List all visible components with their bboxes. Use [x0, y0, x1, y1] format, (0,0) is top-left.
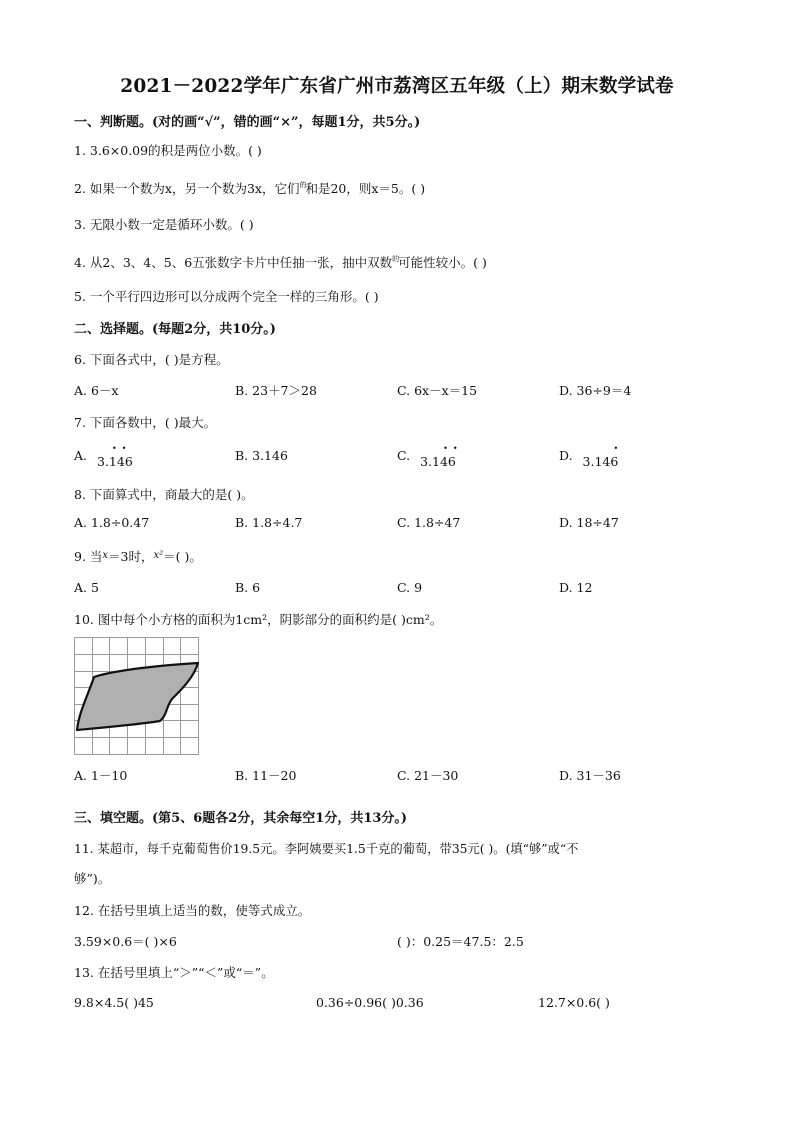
q7-option-c-number: [420, 444, 458, 469]
area-grid-figure: [74, 637, 199, 755]
q10-option-b: B. 11－20: [235, 768, 297, 783]
question-11-continued: 够”)。: [74, 871, 111, 886]
q8-option-b: B. 1.8÷4.7: [235, 515, 303, 530]
question-13-comparison-b: 0.36÷0.96( )0.36: [316, 995, 424, 1010]
variable-x: x: [102, 550, 109, 561]
q7-option-d-value: 3.146: [582, 454, 619, 469]
question-9-text-a: 9. 当: [74, 549, 103, 564]
repeating-dots: •: [613, 444, 619, 453]
q7-option-a: [74, 444, 133, 469]
question-2-text-b: 和是20，则x＝5。( ): [305, 181, 426, 196]
q7-option-a-label: A.: [74, 448, 88, 463]
q7-option-b: B. 3.146: [235, 448, 288, 463]
q10-option-a: A. 1－10: [74, 768, 128, 783]
q6-option-c: C. 6x－x＝15: [397, 383, 478, 398]
variable-x-squared: x²: [153, 550, 164, 561]
q8-option-a: A. 1.8÷0.47: [74, 515, 150, 530]
repeating-dots: • •: [112, 444, 127, 453]
question-1: 1. 3.6×0.09的积是两位小数。( ): [74, 143, 262, 158]
question-2-text-a: 2. 如果一个数为x，另一个数为3x，它们: [74, 181, 300, 196]
question-9-text-b: ＝3时，: [108, 549, 154, 564]
q8-option-d: D. 18÷47: [559, 515, 619, 530]
question-4: [74, 253, 487, 271]
q7-option-c: [397, 444, 458, 469]
question-6: 6. 下面各式中，( )是方程。: [74, 352, 229, 367]
q7-option-c-label: C.: [397, 448, 411, 463]
q6-option-b: B. 23＋7＞28: [235, 383, 317, 398]
question-5: 5. 一个平行四边形可以分成两个完全一样的三角形。( ): [74, 289, 379, 304]
section1-heading: 一、判断题。(对的画“√”，错的画“×”，每题1分，共5分。): [74, 115, 421, 130]
q9-option-d: D. 12: [559, 580, 593, 595]
question-10: 10. 图中每个小方格的面积为1cm²，阴影部分的面积约是( )cm²。: [74, 612, 443, 627]
question-3: 3. 无限小数一定是循环小数。( ): [74, 217, 254, 232]
q7-option-a-value: 3.146: [97, 454, 133, 469]
q9-option-a: A. 5: [74, 580, 99, 595]
shaded-region: [77, 663, 198, 730]
q9-option-c: C. 9: [397, 580, 423, 595]
q7-option-d-number: [582, 444, 619, 469]
q7-option-a-number: [97, 444, 133, 469]
q6-option-a: A. 6－x: [74, 383, 119, 398]
question-13-comparison-a: 9.8×4.5( )45: [74, 995, 154, 1010]
q7-option-d-label: D.: [559, 448, 573, 463]
q10-option-c: C. 21－30: [397, 768, 459, 783]
question-11: 11. 某超市，每千克葡萄售价19.5元。李阿姨要买1.5千克的葡萄，带35元( )。(填“够”或“不: [74, 842, 579, 856]
q8-option-c: C. 1.8÷47: [397, 515, 461, 530]
question-8: 8. 下面算式中，商最大的是( )。: [74, 487, 254, 502]
question-9: [74, 547, 202, 565]
q9-option-b: B. 6: [235, 580, 261, 595]
question-13: 13. 在括号里填上“＞”“＜”或“＝”。: [74, 965, 274, 980]
q7-option-d: [559, 444, 619, 469]
question-2: [74, 179, 425, 197]
section3-heading: 三、填空题。(第5、6题各2分，其余每空1分，共13分。): [74, 811, 408, 826]
question-12-equation-a: 3.59×0.6＝( )×6: [74, 934, 177, 949]
section2-heading: 二、选择题。(每题2分，共10分。): [74, 322, 276, 337]
question-13-comparison-c: 12.7×0.6( ): [538, 995, 610, 1010]
q6-option-d: D. 36÷9＝4: [559, 383, 632, 398]
question-2-mark: 的: [299, 181, 306, 189]
page-title: 2021－2022学年广东省广州市荔湾区五年级（上）期末数学试卷: [120, 76, 674, 97]
question-4-text-a: 4. 从2、3、4、5、6五张数字卡片中任抽一张，抽中双数: [74, 255, 393, 270]
question-12: 12. 在括号里填上适当的数，使等式成立。: [74, 903, 311, 918]
question-7: 7. 下面各数中，( )最大。: [74, 415, 217, 430]
q10-option-d: D. 31－36: [559, 768, 621, 783]
question-9-text-c: ＝( )。: [163, 549, 202, 564]
question-12-equation-b: ( )：0.25＝47.5：2.5: [397, 934, 524, 949]
question-4-mark: 的: [392, 255, 399, 263]
repeating-dots: • •: [443, 444, 458, 453]
q7-option-c-value: 3.146: [420, 454, 456, 469]
question-4-text-b: 可能性较小。( ): [398, 255, 487, 270]
